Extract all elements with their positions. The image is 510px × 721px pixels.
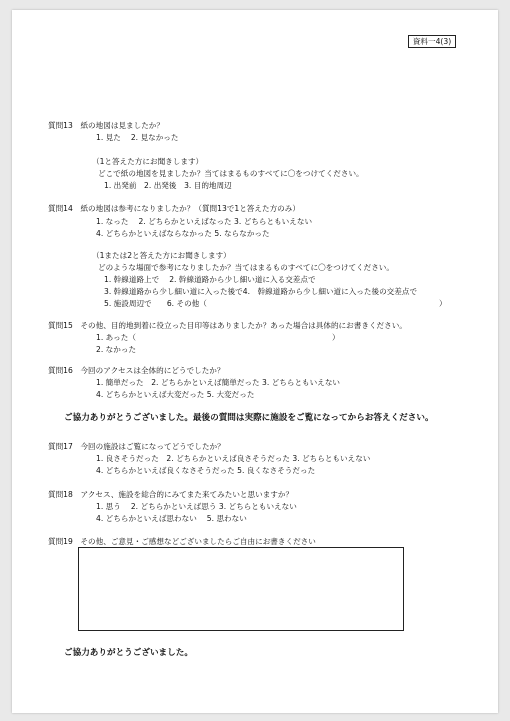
q19-title: 質問19 その他、ご意見・ご感想などございましたらご自由にお書きください xyxy=(48,537,316,546)
q16-title: 質問16 今回のアクセスは全体的にどうでしたか？ xyxy=(48,366,225,375)
q14-options-2: 4. どちらかといえばならなかった 5. ならなかった xyxy=(96,229,270,238)
q14-sub-intro: （1または2と答えた方にお聞きします） xyxy=(92,251,231,260)
q18-options-1: 1. 思う 2. どちらかといえば思う 3. どちらともいえない xyxy=(96,502,297,511)
mid-thanks-note: ご協力ありがとうございました。最後の質問は実際に施設をご覧になってからお答えください。 xyxy=(64,413,434,423)
q15-option-1: 1. あった（ xyxy=(96,333,136,342)
q17-title: 質問17 今回の施設はご覧になってどうでしたか？ xyxy=(48,442,225,451)
q15-option-2: 2. なかった xyxy=(96,345,137,354)
q16-options-1: 1. 簡単だった 2. どちらかといえば簡単だった 3. どちらともいえない xyxy=(96,378,341,387)
document-reference-box: 資料一4(3) xyxy=(408,35,456,48)
q13-options: 1. 見た 2. 見なかった xyxy=(96,133,179,142)
q14-sub-options-3: 5. 施設周辺で 6. その他（ xyxy=(104,299,207,308)
q15-option-1-close: ） xyxy=(332,333,340,342)
q15-title: 質問15 その他、目的地到着に役立った目印等はありましたか？あった場合は具体的にお書きください。 xyxy=(48,321,407,330)
q17-options-2: 4. どちらかといえば良くなさそうだった 5. 良くなさそうだった xyxy=(96,466,316,475)
q14-sub-question: どのような場面で参考になりましたか？当てはまるものすべてに〇をつけてください。 xyxy=(98,263,394,272)
q13-sub-options: 1. 出発前 2. 出発後 3. 目的地周辺 xyxy=(104,181,232,190)
q14-other-close: ） xyxy=(439,299,447,308)
q17-options-1: 1. 良さそうだった 2. どちらかといえば良さそうだった 3. どちらともいえない xyxy=(96,454,371,463)
q14-sub-options-2: 3. 幹線道路から少し細い道に入った後で4. 幹線道路から少し細い道に入った後の交差点で xyxy=(104,287,418,296)
q18-options-2: 4. どちらかといえば思わない 5. 思わない xyxy=(96,514,247,523)
q14-title: 質問14 紙の地図は参考になりましたか？（質問13で1と答えた方のみ） xyxy=(48,204,300,213)
q13-title: 質問13 紙の地図は見ましたか？ xyxy=(48,121,164,130)
document-page xyxy=(12,10,498,713)
q18-title: 質問18 アクセス、施設を総合的にみてまた来てみたいと思いますか？ xyxy=(48,490,294,499)
q16-options-2: 4. どちらかといえば大変だった 5. 大変だった xyxy=(96,390,255,399)
q13-sub-question: どこで紙の地図を見ましたか？当てはまるものすべてに〇をつけてください。 xyxy=(98,169,364,178)
q19-free-answer-box[interactable] xyxy=(78,547,404,631)
end-thanks-note: ご協力ありがとうございました。 xyxy=(64,648,193,658)
q14-options-1: 1. なった 2. どちらかといえばなった 3. どちらともいえない xyxy=(96,217,313,226)
q13-sub-intro: （1と答えた方にお聞きします） xyxy=(92,157,204,166)
q14-sub-options-1: 1. 幹線道路上で 2. 幹線道路から少し細い道に入る交差点で xyxy=(104,275,316,284)
